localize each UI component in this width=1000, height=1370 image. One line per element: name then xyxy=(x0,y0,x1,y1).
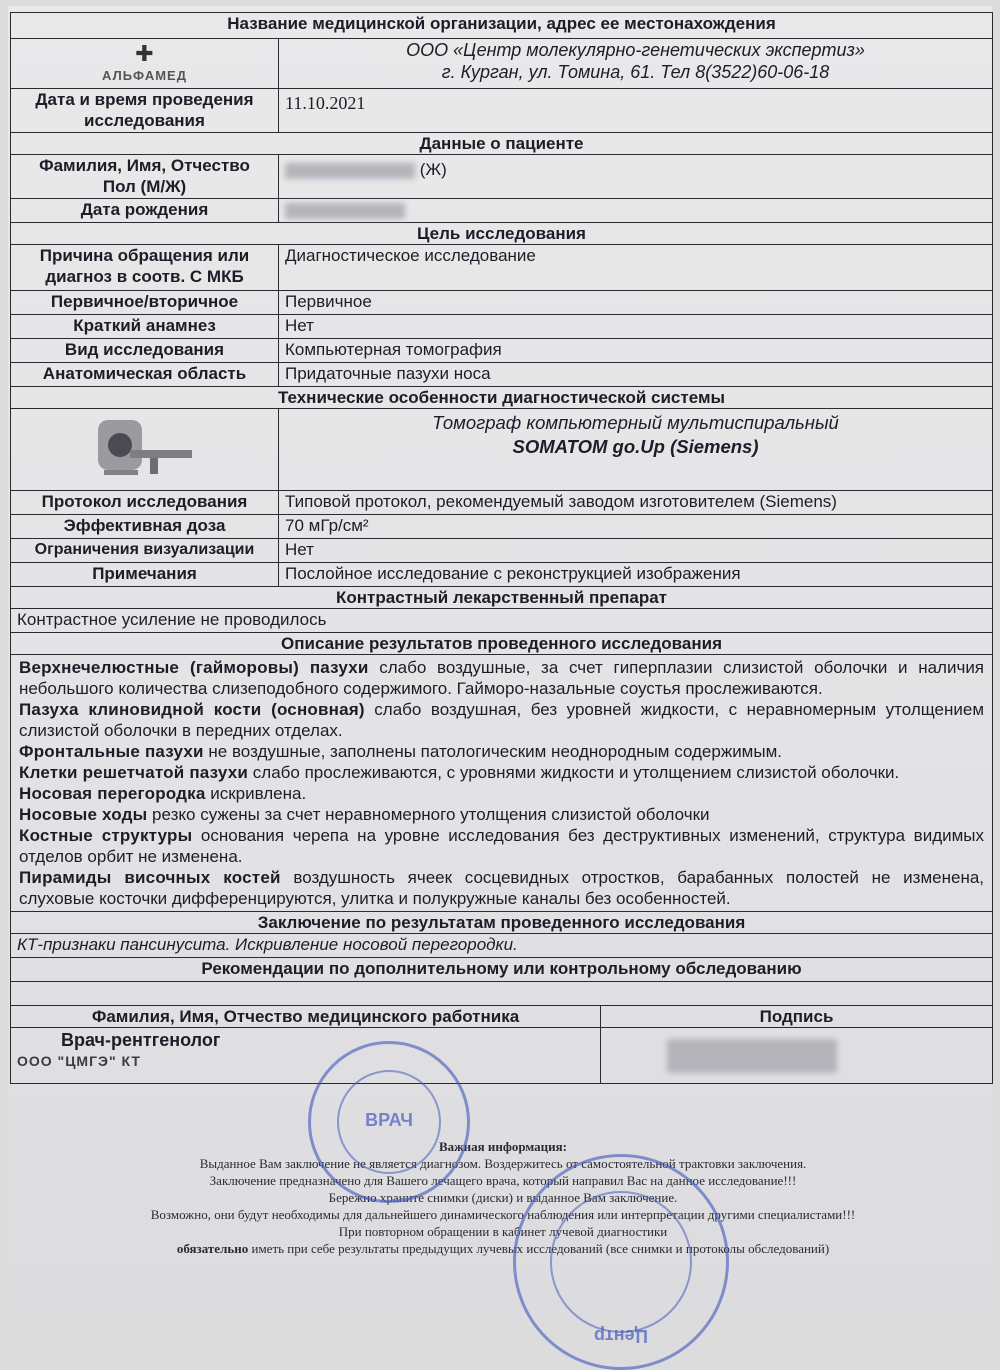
results-section-title: Описание результатов проведенного исследования xyxy=(11,633,993,655)
notice-line: Выданное Вам заключение не является диагнозом. Воздержитесь от самостоятельной трактовки заключения. xyxy=(199,1156,807,1171)
conclusion-section-title: Заключение по результатам проведенного исследования xyxy=(11,912,993,934)
device-model-line1: Томограф компьютерный мультиспиральный xyxy=(432,412,839,433)
doctor-seal-stamp xyxy=(308,1041,470,1203)
signature-redacted xyxy=(667,1039,837,1073)
important-notice xyxy=(38,1138,968,1257)
dob-label: Дата рождения xyxy=(11,199,279,223)
patient-sex-value: (Ж) xyxy=(419,160,447,179)
purpose-row-label: Анатомическая область xyxy=(11,363,279,387)
result-item: Носовая перегородка искривлена. xyxy=(19,784,307,803)
purpose-row-label: Первичное/вторичное xyxy=(11,291,279,315)
notice-title: Важная информация: xyxy=(439,1139,567,1154)
date-label: Дата и время проведения исследования xyxy=(11,89,279,133)
purpose-row-value: Придаточные пазухи носа xyxy=(279,363,993,387)
org-name: ООО «Центр молекулярно-генетических экспертиз» xyxy=(406,40,865,60)
purpose-row-label: Причина обращения или диагноз в соотв. С МКБ xyxy=(11,245,279,291)
logo-text: АЛЬФАМЕД xyxy=(102,68,187,83)
patient-sex-label: Пол (М/Ж) xyxy=(102,177,187,196)
staff-name-header: Фамилия, Имя, Отчество медицинского работника xyxy=(11,1006,601,1028)
org-header-title: Название медицинской организации, адрес ее местонахождения xyxy=(11,13,993,39)
purpose-row-value: Компьютерная томография xyxy=(279,339,993,363)
date-value: 11.10.2021 xyxy=(279,89,993,133)
conclusion-value: КТ-признаки пансинусита. Искривление носовой перегородки. xyxy=(11,934,993,958)
purpose-row-label: Краткий анамнез xyxy=(11,315,279,339)
org-address: г. Курган, ул. Томина, 61. Тел 8(3522)60-06-18 xyxy=(441,62,830,82)
result-item: Верхнечелюстные (гайморовы) пазухи слабо воздушные, за счет гиперплазии слизистой оболочки и наличия небольшого количества слизеподобного содержимого. Гайморо-назальные соустья прослеживаются. xyxy=(19,658,985,698)
notice-line: Заключение предназначено для Вашего лечащего врача, который направил Вас на данное исследование!!! xyxy=(209,1173,797,1188)
result-item: Пирамиды височных костей воздушность ячеек сосцевидных отростков, барабанных полостей не изменена, слуховые косточки дифференцируются, улитка и полукружные каналы без особенностей. xyxy=(19,868,985,908)
technical-row-value: 70 мГр/см² xyxy=(279,515,993,539)
technical-row-label: Ограничения визуализации xyxy=(11,539,279,563)
report-table xyxy=(10,12,993,1084)
patient-section-title: Данные о пациенте xyxy=(11,133,993,155)
result-item: Носовые ходы резко сужены за счет неравномерного утолщения слизистой оболочки xyxy=(19,805,710,824)
technical-row-value: Послойное исследование с реконструкцией изображения xyxy=(279,563,993,587)
contrast-value: Контрастное усиление не проводилось xyxy=(11,609,993,633)
staff-role: Врач-рентгенолог xyxy=(61,1030,221,1050)
contrast-section-title: Контрастный лекарственный препарат xyxy=(11,587,993,609)
ct-scanner-icon xyxy=(90,414,200,480)
result-item: Пазуха клиновидной кости (основная) слабо воздушная, без уровней жидкости, с неравномерным утолщением слизистой оболочки в передних отделах. xyxy=(19,700,985,740)
purpose-row-value: Нет xyxy=(279,315,993,339)
technical-row-value: Нет xyxy=(279,539,993,563)
document-page xyxy=(8,6,992,1346)
technical-row-value: Типовой протокол, рекомендуемый заводом изготовителем (Siemens) xyxy=(279,491,993,515)
doctor-stamp-text: ВРАЧ xyxy=(365,1110,413,1130)
purpose-row-value: Первичное xyxy=(279,291,993,315)
technical-row-label: Эффективная доза xyxy=(11,515,279,539)
logo-icon: ✚ xyxy=(135,41,154,66)
signature-header: Подпись xyxy=(601,1006,993,1028)
notice-line: обязательно иметь при себе результаты предыдущих лучевых исследований (все снимки и протоколы обследований) xyxy=(176,1241,830,1256)
technical-row-label: Примечания xyxy=(11,563,279,587)
ct-scanner-image xyxy=(11,409,279,491)
purpose-section-title: Цель исследования xyxy=(11,223,993,245)
recommendations-value xyxy=(11,982,993,1006)
device-model-line2: SOMATOM go.Up (Siemens) xyxy=(512,436,759,457)
result-item: Фронтальные пазухи не воздушные, заполнены патологическим неоднородным содержимым. xyxy=(19,742,783,761)
purpose-row-label: Вид исследования xyxy=(11,339,279,363)
results-description xyxy=(11,655,993,912)
org-logo xyxy=(11,39,279,89)
center-stamp-text: Центр xyxy=(593,1326,649,1346)
dob-redacted xyxy=(285,203,405,219)
staff-small-stamp: ООО "ЦМГЭ" КТ xyxy=(17,1053,141,1069)
result-item: Клетки решетчатой пазухи слабо прослеживаются, с уровнями жидкости и утолщением слизистой оболочки. xyxy=(19,763,900,782)
technical-row-label: Протокол исследования xyxy=(11,491,279,515)
notice-line: Бережно храните снимки (диски) и выданное Вам заключение. xyxy=(328,1190,678,1205)
recommendations-section-title: Рекомендации по дополнительному или контрольному обследованию xyxy=(11,958,993,982)
technical-section-title: Технические особенности диагностической системы xyxy=(11,387,993,409)
notice-line: При повторном обращении в кабинет лучевой диагностики xyxy=(338,1224,668,1239)
center-seal-stamp xyxy=(513,1154,729,1370)
notice-line: Возможно, они будут необходимы для дальнейшего динамического наблюдения или интерпретации другими специалистами!!! xyxy=(150,1207,856,1222)
purpose-row-value: Диагностическое исследование xyxy=(279,245,993,291)
patient-name-redacted xyxy=(285,163,415,179)
result-item: Костные структуры основания черепа на уровне исследования без деструктивных изменений, структура видимых отделов орбит не изменена. xyxy=(19,826,985,866)
patient-name-label: Фамилия, Имя, Отчество xyxy=(39,156,250,175)
